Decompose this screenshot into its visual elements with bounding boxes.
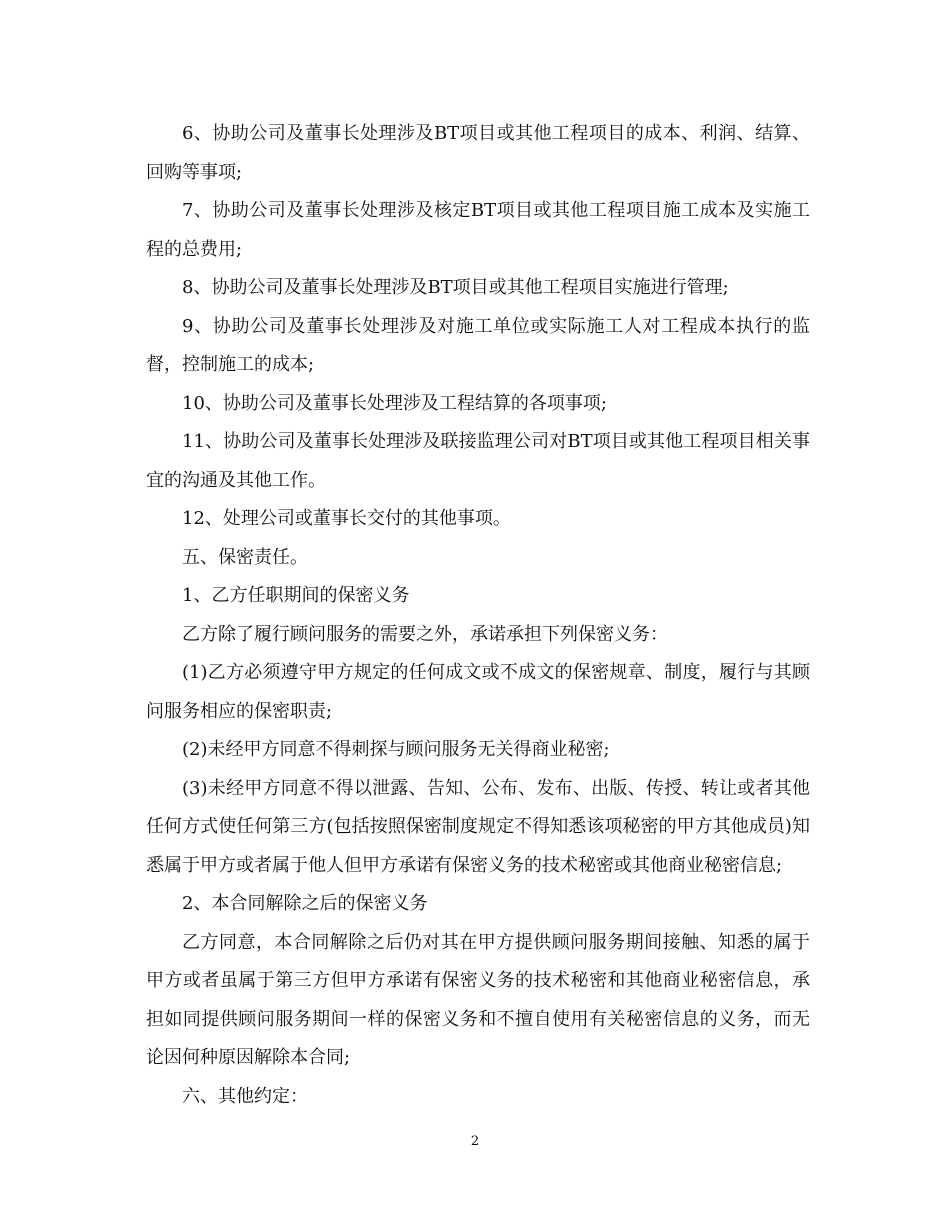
section-heading-confidentiality: 五、保密责任。 xyxy=(182,546,308,568)
paragraph-item-6: 6、协助公司及董事长处理涉及BT项目或其他工程项目的成本、利润、结算、回购等事项; xyxy=(146,123,810,183)
paragraph-clause-1: (1)乙方必须遵守甲方规定的任何成文或不成文的保密规章、制度，履行与其顾问服务相应的保密职责; xyxy=(146,662,810,722)
subheading-term-obligation: 1、乙方任职期间的保密义务 xyxy=(182,585,410,606)
page-number: 2 xyxy=(470,1134,480,1149)
paragraph-item-11: 11、协助公司及董事长处理涉及联接监理公司对BT项目或其他工程项目相关事宜的沟通及其他工作。 xyxy=(146,431,810,491)
paragraph-item-12: 12、处理公司或董事长交付的其他事项。 xyxy=(182,508,511,529)
paragraph-post-termination: 乙方同意，本合同解除之后仍对其在甲方提供顾问服务期间接触、知悉的属于甲方或者虽属于第三方但甲方承诺有保密义务的技术秘密和其他商业秘密信息，承担如同提供顾问服务期间一样的保密义务和不擅自使用有关秘密信息的义务，而无论因何种原因解除本合同; xyxy=(146,931,810,1068)
subheading-post-termination: 2、本合同解除之后的保密义务 xyxy=(182,893,428,914)
paragraph-item-10: 10、协助公司及董事长处理涉及工程结算的各项事项; xyxy=(182,392,607,414)
section-heading-other-terms: 六、其他约定： xyxy=(182,1085,308,1107)
paragraph-clause-3: (3)未经甲方同意不得以泄露、告知、公布、发布、出版、传授、转让或者其他任何方式使任何第三方(包括按照保密制度规定不得知悉该项秘密的甲方其他成员)知悉属于甲方或者属于他人但甲方承诺有保密义务的技术秘密或其他商业秘密信息; xyxy=(146,777,810,876)
paragraph-item-8: 8、协助公司及董事长处理涉及BT项目或其他工程项目实施进行管理; xyxy=(182,277,729,298)
paragraph-item-7: 7、协助公司及董事长处理涉及核定BT项目或其他工程项目施工成本及实施工程的总费用; xyxy=(146,200,810,260)
paragraph-item-9: 9、协助公司及董事长处理涉及对施工单位或实际施工人对工程成本执行的监督，控制施工的成本; xyxy=(146,315,810,375)
paragraph-obligation-intro: 乙方除了履行顾问服务的需要之外，承诺承担下列保密义务： xyxy=(182,623,668,645)
paragraph-clause-2: (2)未经甲方同意不得刺探与顾问服务无关得商业秘密; xyxy=(182,739,610,760)
document-body xyxy=(146,115,810,1116)
